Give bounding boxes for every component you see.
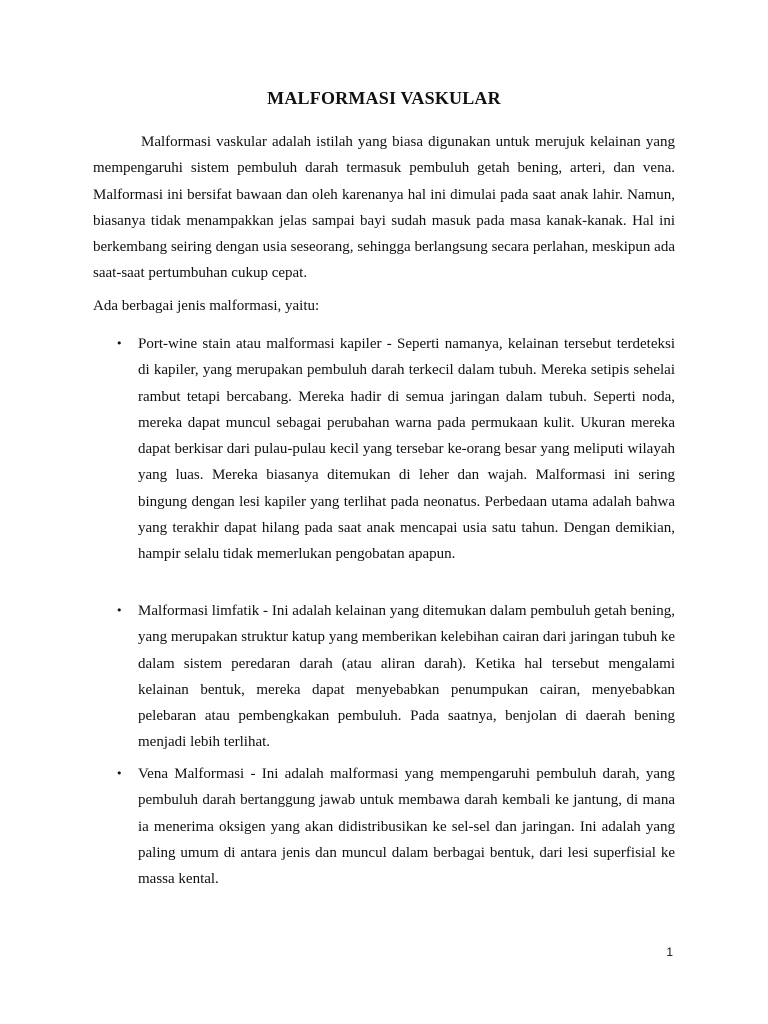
list-item-capillary bbox=[116, 331, 675, 568]
intro-paragraph: Malformasi vaskular adalah istilah yang biasa digunakan untuk merujuk kelainan yang mempengaruhi sistem pembuluh darah termasuk pembuluh getah bening, arteri, dan vena. Malformasi ini bersifat bawaan dan oleh karenanya hal ini dimulai pada saat anak lahir. Namun, biasanya tidak menampakkan jelas sampai bayi sudah masuk pada masa kanak-kanak. Hal ini berkembang seiring dengan usia seseorang, sehingga berlangsung secara perlahan, meskipun ada saat-saat pertumbuhan cukup cepat. bbox=[93, 134, 675, 282]
list-item-text: Port-wine stain atau malformasi kapiler - Seperti namanya, kelainan tersebut terdeteksi di kapiler, yang merupakan pembuluh darah terkecil dalam tubuh. Mereka setipis sehelai rambut tetapi bercabang. Mereka hadir di semua jaringan dalam tubuh. Seperti noda, mereka dapat muncul sebagai perubahan warna pada permukaan kulit. Ukuran mereka dapat berkisar dari pulau-pulau kecil yang tersebar ke-orang besar yang meliputi wilayah yang luas. Mereka biasanya ditemukan di leher dan wajah. Malformasi ini sering bingung dengan lesi kapiler yang terlihat pada neonatus. Perbedaan utama adalah bahwa yang terakhir dapat hilang pada saat anak mencapai usia satu tahun. Dengan demikian, hampir selalu tidak memerlukan pengobatan apapun. bbox=[138, 336, 675, 563]
bullet-icon: • bbox=[116, 604, 123, 617]
list-item-venous bbox=[116, 761, 675, 892]
page-number: 1 bbox=[666, 945, 673, 959]
types-lead-paragraph: Ada berbagai jenis malformasi, yaitu: bbox=[93, 298, 320, 314]
bullet-icon: • bbox=[116, 337, 123, 350]
list-item-lymphatic bbox=[116, 598, 675, 756]
list-item-text: Malformasi limfatik - Ini adalah kelainan yang ditemukan dalam pembuluh getah bening, yang merupakan struktur katup yang memberikan kelebihan cairan dari jaringan tubuh ke dalam sistem peredaran darah (atau aliran darah). Ketika hal tersebut mengalami kelainan bentuk, mereka dapat menyebabkan penumpukan cairan, menyebabkan pelebaran atau pembengkakan pembuluh. Pada saatnya, benjolan di daerah bening menjadi lebih terlihat. bbox=[138, 603, 675, 751]
list-item-text: Vena Malformasi - Ini adalah malformasi yang mempengaruhi pembuluh darah, yang pembuluh darah bertanggung jawab untuk membawa darah kembali ke jantung, di mana ia menerima oksigen yang akan didistribusikan ke sel-sel dan jaringan. Ini adalah yang paling umum di antara jenis dan muncul dalam berbagai bentuk, dari lesi superfisial ke massa kental. bbox=[138, 766, 675, 888]
bullet-icon: • bbox=[116, 767, 123, 780]
document-title: MALFORMASI VASKULAR bbox=[267, 88, 501, 108]
